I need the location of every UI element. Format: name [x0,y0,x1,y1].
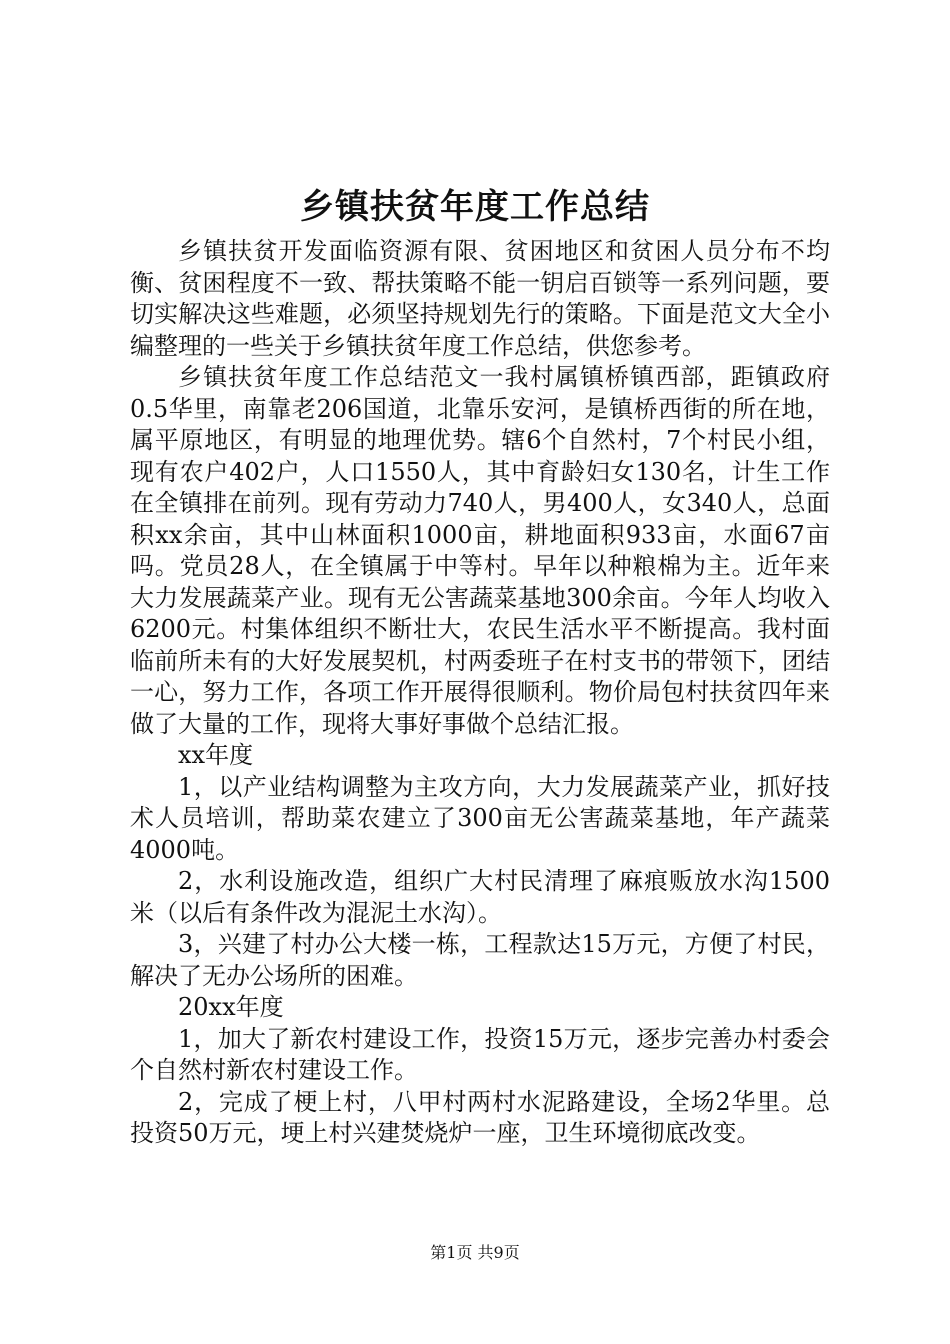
intro-paragraph: 乡镇扶贫开发面临资源有限、贫困地区和贫困人员分布不均衡、贫困程度不一致、帮扶策略不能一钥启百锁等一系列问题，要切实解决这些难题，必须坚持规划先行的策略。下面是范文大全小编整理的一些关于乡镇扶贫年度工作总结，供您参考。 [130,237,830,360]
list-item-paragraph: 1，加大了新农村建设工作，投资15万元，逐步完善办村委会个自然村新农村建设工作。 [130,1024,830,1084]
year-heading-20xx: 20xx年度 [178,993,284,1021]
list-item-paragraph: 3，兴建了村办公大楼一栋，工程款达15万元，方便了村民，解决了无办公场所的困难。 [130,930,830,990]
list-item-paragraph: 2，水利设施改造，组织广大村民清理了麻痕贩放水沟1500米（以后有条件改为混泥土水沟）。 [130,867,830,927]
document-title: 乡镇扶贫年度工作总结 [300,187,650,227]
year-heading-xx: xx年度 [178,741,254,769]
document-body [130,236,830,1150]
village-overview-paragraph: 乡镇扶贫年度工作总结范文一我村属镇桥镇西部，距镇政府0.5华里，南靠老206国道，北靠乐安河，是镇桥西街的所在地，属平原地区，有明显的地理优势。辖6个自然村，7个村民小组，现有农户402户，人口1550人，其中育龄妇女130名，计生工作在全镇排在前列。现有劳动力740人，男400人，女340人，总面积xx余亩，其中山林面积1000亩，耕地面积933亩，水面67亩吗。党员28人，在全镇属于中等村。早年以种粮棉为主。近年来大力发展蔬菜产业。现有无公害蔬菜基地300余亩。今年人均收入6200元。村集体组织不断壮大，农民生活水平不断提高。我村面临前所未有的大好发展契机，村两委班子在村支书的带领下，团结一心，努力工作，各项工作开展得很顺利。物价局包村扶贫四年来做了大量的工作，现将大事好事做个总结汇报。 [130,363,830,738]
list-item-paragraph: 2，完成了梗上村，八甲村两村水泥路建设，全场2华里。总投资50万元，埂上村兴建焚烧炉一座，卫生环境彻底改变。 [130,1087,830,1147]
list-item-paragraph: 1，以产业结构调整为主攻方向，大力发展蔬菜产业，抓好技术人员培训，帮助菜农建立了300亩无公害蔬菜基地，年产蔬菜4000吨。 [130,772,830,864]
page-number-footer: 第1页 共9页 [430,1243,520,1262]
